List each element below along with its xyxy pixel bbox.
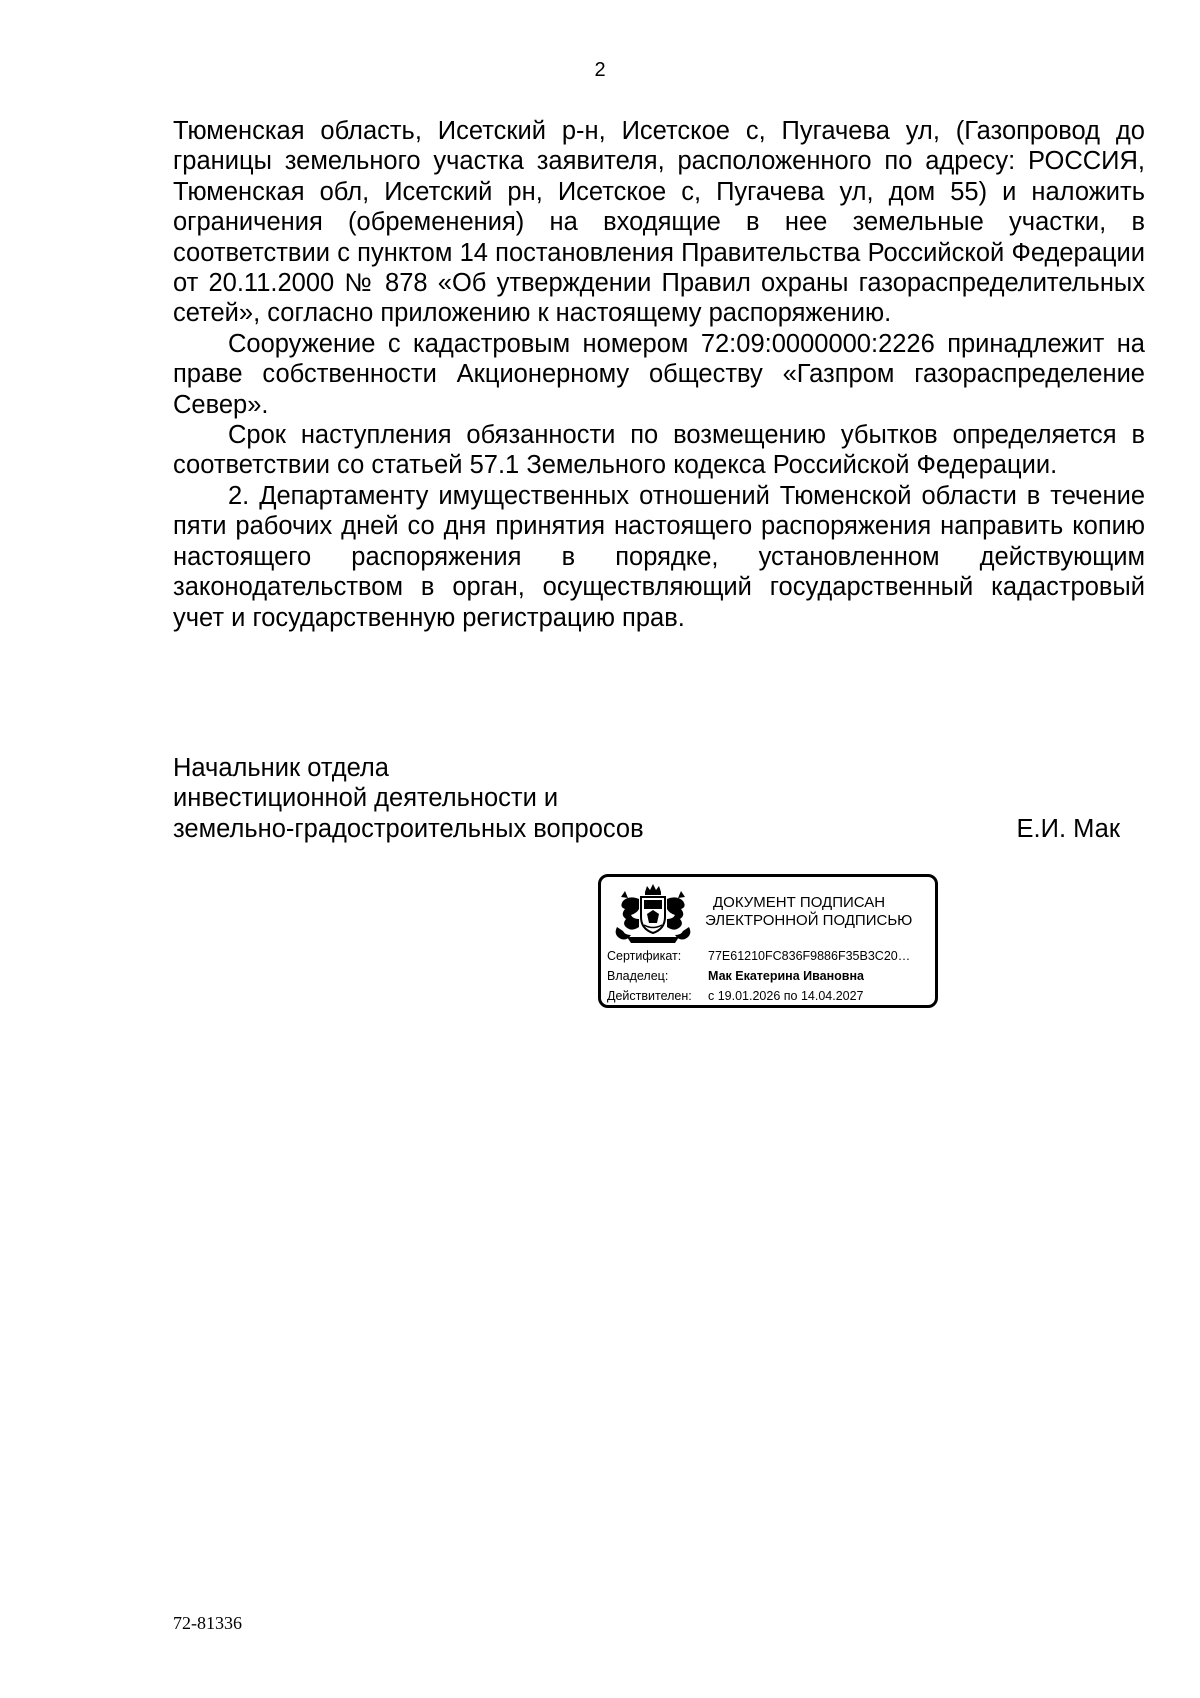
document-body: [173, 116, 1145, 633]
validity-label: Действителен:: [607, 989, 692, 1003]
stamp-validity-row: [607, 986, 931, 1006]
electronic-signature-stamp: [598, 874, 938, 1008]
page-number: 2: [594, 59, 606, 81]
owner-label: Владелец:: [607, 969, 669, 983]
signatory-position-line-3: земельно-градостроительных вопросов: [173, 814, 644, 843]
stamp-heading-line-1: ДОКУМЕНТ ПОДПИСАН: [713, 894, 886, 911]
signature-block: [173, 753, 1120, 844]
paragraph-compensation-term: Срок наступления обязанности по возмещению убытков определяется в соответствии со статьей 57.1 Земельного кодекса Российской Федерации.: [173, 421, 1145, 480]
signatory-name: Е.И. Мак: [1016, 814, 1120, 843]
stamp-owner-row: [607, 966, 931, 986]
stamp-certificate-row: [607, 946, 931, 966]
document-registration-number: 72-81336: [173, 1613, 242, 1633]
paragraph-structure-ownership: Сооружение с кадастровым номером 72:09:0000000:2226 принадлежит на праве собственности Акционерному обществу «Газпром газораспределение Север».: [173, 329, 1145, 419]
signatory-position-line-1: Начальник отдела: [173, 754, 389, 782]
certificate-label: Сертификат:: [607, 949, 682, 963]
validity-value: с 19.01.2026 по 14.04.2027: [708, 989, 864, 1003]
stamp-heading: [705, 894, 921, 930]
tyumen-region-coat-of-arms-icon: [611, 883, 695, 945]
signatory-position-line-2: инвестиционной деятельности и: [173, 784, 559, 813]
stamp-heading-line-2: ЭЛЕКТРОННОЙ ПОДПИСЬЮ: [705, 912, 913, 929]
paragraph-item-2-department-instruction: 2. Департаменту имущественных отношений Тюменской области в течение пяти рабочих дней со дня принятия настоящего распоряжения направить копию настоящего распоряжения в порядке, установленном действующим законодательством в орган, осуществляющий государственный кадастровый учет и государственную регистрацию прав.: [173, 481, 1145, 632]
certificate-value: 77E61210FC836F9886F35B3C20…: [708, 949, 911, 963]
stamp-details: [607, 946, 931, 1006]
paragraph-easement-location: Тюменская область, Исетский р-н, Исетское с, Пугачева ул, (Газопровод до границы земельного участка заявителя, расположенного по адресу: РОССИЯ, Тюменская обл, Исетский рн, Исетское с, Пугачева ул, дом 55) и наложить ограничения (обременения) на входящие в нее земельные участки, в соответствии с пунктом 14 постановления Правительства Российской Федерации от 20.11.2000 № 878 «Об утверждении Правил охраны газораспределительных сетей», согласно приложению к настоящему распоряжению.: [173, 117, 1145, 328]
owner-value: Мак Екатерина Ивановна: [708, 969, 864, 983]
